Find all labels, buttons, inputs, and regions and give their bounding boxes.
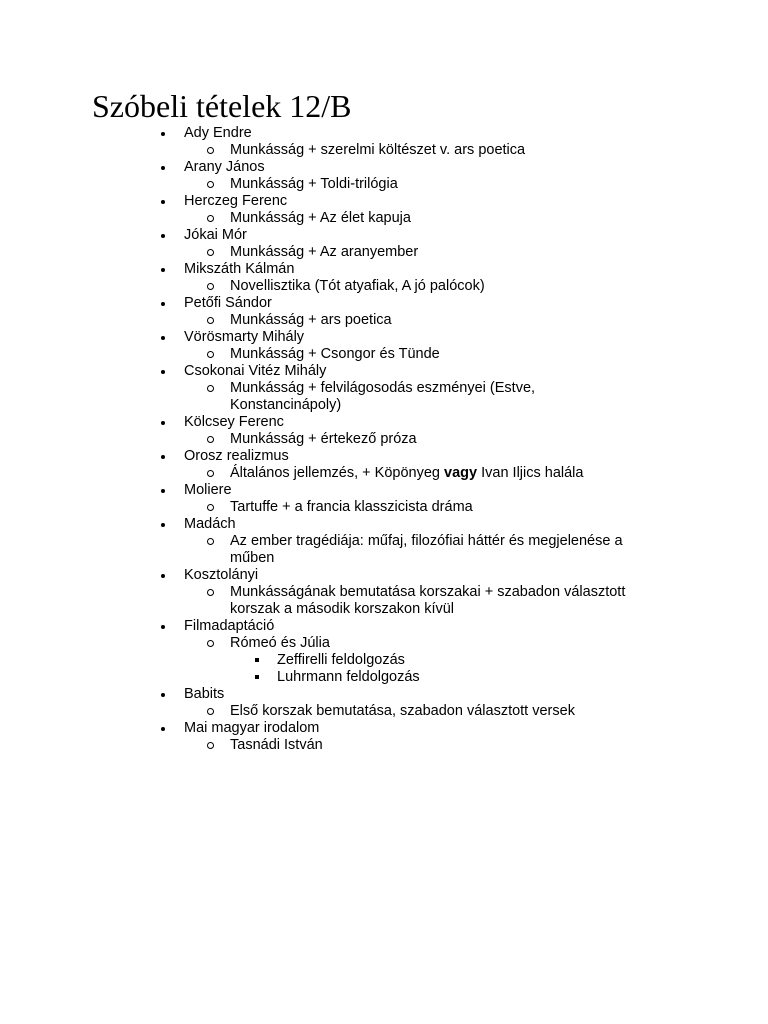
- subtopic-label: Munkásság + Az élet kapuja: [230, 210, 411, 226]
- list-item: [0, 125, 768, 159]
- subtopic-text-before: Általános jellemzés, + Köpönyeg: [230, 465, 445, 481]
- topic-label: Jókai Mór: [184, 227, 247, 243]
- sub-subtopic-label: Luhrmann feldolgozás: [277, 669, 420, 685]
- topic-label: Csokonai Vitéz Mihály: [184, 363, 327, 379]
- subtopic-label: Első korszak bemutatása, szabadon választott versek: [230, 703, 575, 719]
- topic-label: Herczeg Ferenc: [184, 193, 288, 209]
- topic-label: Moliere: [184, 482, 232, 498]
- subtopic-label: Tasnádi István: [230, 737, 323, 753]
- topic-label: Filmadaptáció: [184, 618, 275, 634]
- topic-label: Vörösmarty Mihály: [184, 329, 305, 345]
- list-item: [0, 227, 768, 261]
- page-title: Szóbeli tételek 12/B: [92, 88, 352, 124]
- subtopic-label: Munkásság + Toldi-trilógia: [230, 176, 398, 192]
- topic-label: Petőfi Sándor: [184, 295, 272, 311]
- subtopic-label: Munkásság + Az aranyember: [230, 244, 419, 260]
- subtopic-label: Munkásságának bemutatása korszakai + szabadon választott korszak a második korszakon kívül: [230, 584, 626, 617]
- list-item: [0, 414, 768, 448]
- subtopic-label: Az ember tragédiája: műfaj, filozófiai háttér és megjelenése a műben: [230, 533, 623, 566]
- list-item: [0, 516, 768, 567]
- subtopic-label: Tartuffe + a francia klasszicista dráma: [230, 499, 473, 515]
- subtopic-label: Novellisztika (Tót atyafiak, A jó palócok): [230, 278, 485, 294]
- list-item: [0, 193, 768, 227]
- list-item: [0, 618, 768, 686]
- subtopic-label: [230, 465, 670, 482]
- topic-label: Mai magyar irodalom: [184, 720, 320, 736]
- list-item: [0, 295, 768, 329]
- subtopic-label: Munkásság + értekező próza: [230, 431, 417, 447]
- subtopic-text-bold: vagy: [444, 465, 478, 481]
- topic-label: Mikszáth Kálmán: [184, 261, 295, 277]
- topic-label: Arany János: [184, 159, 265, 175]
- list-item: [0, 159, 768, 193]
- list-item: [0, 567, 768, 618]
- topic-label: Orosz realizmus: [184, 448, 289, 464]
- subtopic-label: Munkásság + szerelmi költészet v. ars poetica: [230, 142, 526, 158]
- subtopic-label: Rómeó és Júlia: [230, 635, 330, 651]
- topic-label: Kölcsey Ferenc: [184, 414, 284, 430]
- subtopic-text-after: Ivan Iljics halála: [477, 465, 584, 481]
- sub-subtopic-label: Zeffirelli feldolgozás: [277, 652, 405, 668]
- topic-list: [0, 125, 768, 754]
- subtopic-label: Munkásság + Csongor és Tünde: [230, 346, 440, 362]
- topic-label: Kosztolányi: [184, 567, 259, 583]
- list-item: [0, 686, 768, 720]
- list-item: [0, 482, 768, 516]
- topic-label: Babits: [184, 686, 225, 702]
- list-item: [0, 448, 768, 482]
- list-item: [0, 329, 768, 363]
- list-item: [0, 363, 768, 414]
- topic-label: Madách: [184, 516, 236, 532]
- list-item: [0, 261, 768, 295]
- topic-label: Ady Endre: [184, 125, 252, 141]
- subtopic-label: Munkásság + ars poetica: [230, 312, 392, 328]
- subtopic-label: Munkásság + felvilágosodás eszményei (Estve, Konstancinápoly): [230, 380, 536, 413]
- list-item: [0, 720, 768, 754]
